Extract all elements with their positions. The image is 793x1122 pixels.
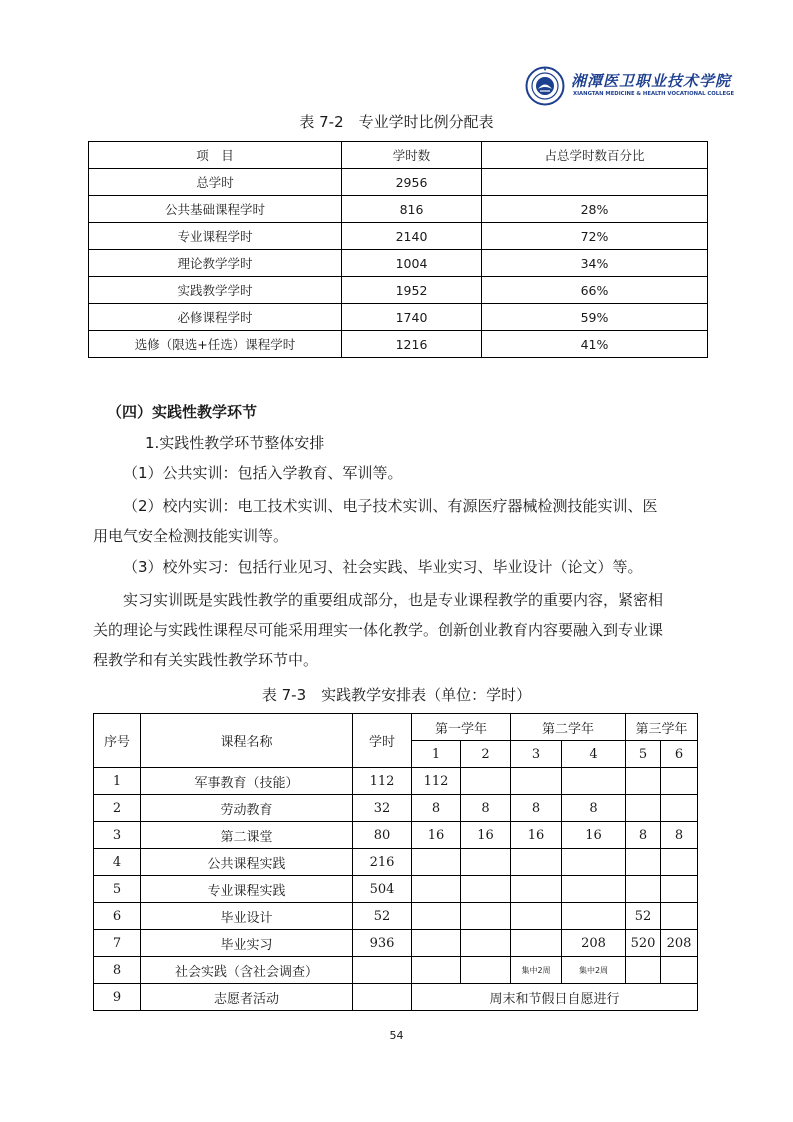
row-term-cell [511,903,562,930]
row-term-cell [412,903,461,930]
header-percentage: 占总学时数百分比 [482,142,708,169]
row-percentage [482,169,708,196]
college-seal-icon [525,66,565,106]
row-term-cell [562,768,626,795]
row-term-cell: 112 [412,768,461,795]
row-term-cell: 8 [562,795,626,822]
logo-english-name: XIANGTAN MEDICINE & HEALTH VOCATIONAL COLLEGE [573,91,735,97]
table-row [89,277,708,304]
row-percentage: 66% [482,277,708,304]
row-term-cell [461,930,511,957]
row-term-cell: 8 [412,795,461,822]
header-item: 项 目 [89,142,342,169]
row-hours: 80 [353,822,412,849]
row-term-cell [626,957,661,984]
row-term-cell: 8 [661,822,698,849]
row-hours: 504 [353,876,412,903]
row-term-cell [626,876,661,903]
row-term-cell: 208 [562,930,626,957]
table-row [89,196,708,223]
row-term-cell [562,876,626,903]
table73-caption: 表 7-3 实践教学安排表（单位：学时） [261,686,532,704]
row-term-cell: 8 [626,822,661,849]
row-term-cell: 52 [626,903,661,930]
row-seq: 9 [94,984,141,1011]
row-hours: 816 [342,196,482,223]
row-label: 公共基础课程学时 [89,196,342,223]
logo-chinese-name: 湘潭医卫职业技术学院 [571,72,732,90]
row-term-cell [562,903,626,930]
table-row [94,957,698,984]
row-term-cell: 16 [412,822,461,849]
row-term-cell [626,795,661,822]
row-label: 专业课程学时 [89,223,342,250]
row-hours: 1952 [342,277,482,304]
table-row [94,984,698,1011]
row-seq: 3 [94,822,141,849]
row-hours: 2956 [342,169,482,196]
table-row [89,223,708,250]
row-seq: 7 [94,930,141,957]
header-term: 6 [661,741,698,768]
row-term-cell: 8 [511,795,562,822]
header-year1: 第一学年 [412,714,511,741]
row-term-cell [562,849,626,876]
row-term-cell [661,768,698,795]
row-course-name: 毕业设计 [141,903,353,930]
table72-caption: 表 7-2 专业学时比例分配表 [299,113,494,131]
practice-schedule-table [93,713,698,1011]
page-number: 54 [389,1029,404,1042]
row-term-cell: 8 [461,795,511,822]
row-term-cell: 520 [626,930,661,957]
hour-ratio-table [88,141,708,358]
header-hours: 学时数 [342,142,482,169]
header-term: 5 [626,741,661,768]
row-term-cell [661,957,698,984]
row-hours: 2140 [342,223,482,250]
row-hours: 936 [353,930,412,957]
table-row [94,930,698,957]
row-percentage: 59% [482,304,708,331]
row-term-cell [626,849,661,876]
table-header-row [89,142,708,169]
row-course-name: 军事教育（技能） [141,768,353,795]
item-campus-training-cont: 用电气安全检测技能实训等。 [93,527,289,545]
row-hours [353,984,412,1011]
row-term-cell: 集中2周 [562,957,626,984]
header-term: 1 [412,741,461,768]
row-percentage: 34% [482,250,708,277]
row-term-cell: 16 [562,822,626,849]
row-course-name: 公共课程实践 [141,849,353,876]
row-percentage: 28% [482,196,708,223]
row-term-cell [661,903,698,930]
row-term-cell [661,795,698,822]
row-term-cell [511,849,562,876]
row-label: 理论教学学时 [89,250,342,277]
row-seq: 5 [94,876,141,903]
row-percentage: 72% [482,223,708,250]
row-label: 总学时 [89,169,342,196]
table-row [89,304,708,331]
item-offcampus-practice: （3）校外实习：包括行业见习、社会实践、毕业实习、毕业设计（论文）等。 [123,558,643,576]
row-term-cell [461,768,511,795]
table-row [94,903,698,930]
item-campus-training: （2）校内实训：电工技术实训、电子技术实训、有源医疗器械检测技能实训、医 [123,497,658,515]
row-course-name: 毕业实习 [141,930,353,957]
header-year2: 第二学年 [511,714,626,741]
header-course-name: 课程名称 [141,714,353,768]
row-term-cell: 集中2周 [511,957,562,984]
table-row [89,169,708,196]
table-row [89,331,708,358]
row-label: 必修课程学时 [89,304,342,331]
row-term-cell [412,849,461,876]
row-seq: 6 [94,903,141,930]
row-term-cell [461,849,511,876]
row-course-name: 第二课堂 [141,822,353,849]
row-term-cell [461,903,511,930]
table-row [94,849,698,876]
header-hours: 学时 [353,714,412,768]
row-hours: 32 [353,795,412,822]
row-label: 实践教学学时 [89,277,342,304]
row-term-cell [661,876,698,903]
row-term-cell [461,876,511,903]
table-row [94,768,698,795]
row-term-cell: 16 [511,822,562,849]
row-term-cell [661,849,698,876]
sub-heading: 1.实践性教学环节整体安排 [145,434,325,452]
row-percentage: 41% [482,331,708,358]
row-course-name: 专业课程实践 [141,876,353,903]
row-merged-note: 周末和节假日自愿进行 [412,984,698,1011]
table-header-row [94,714,698,741]
row-hours: 112 [353,768,412,795]
row-term-cell: 208 [661,930,698,957]
row-term-cell [412,930,461,957]
row-course-name: 社会实践（含社会调查） [141,957,353,984]
row-term-cell [461,957,511,984]
table-row [94,795,698,822]
row-term-cell: 16 [461,822,511,849]
table-row [89,250,708,277]
row-term-cell [412,876,461,903]
row-course-name: 志愿者活动 [141,984,353,1011]
row-seq: 8 [94,957,141,984]
row-term-cell [511,876,562,903]
paragraph-line: 程教学和有关实践性教学环节中。 [93,651,319,669]
row-hours: 52 [353,903,412,930]
row-seq: 2 [94,795,141,822]
table-row [94,822,698,849]
row-hours: 1004 [342,250,482,277]
header-term: 2 [461,741,511,768]
row-term-cell [511,930,562,957]
row-term-cell [511,768,562,795]
row-term-cell [412,957,461,984]
row-seq: 1 [94,768,141,795]
header-year3: 第三学年 [626,714,698,741]
section-heading: （四）实践性教学环节 [107,403,258,421]
row-hours [353,957,412,984]
paragraph-line: 关的理论与实践性课程尽可能采用理实一体化教学。创新创业教育内容要融入到专业课 [93,621,664,639]
college-logo [525,66,735,108]
table-row [94,876,698,903]
header-term: 3 [511,741,562,768]
row-hours: 1216 [342,331,482,358]
item-public-training: （1）公共实训：包括入学教育、军训等。 [123,464,403,482]
header-seq: 序号 [94,714,141,768]
row-hours: 1740 [342,304,482,331]
row-course-name: 劳动教育 [141,795,353,822]
paragraph-line: 实习实训既是实践性教学的重要组成部分，也是专业课程教学的重要内容，紧密相 [123,591,664,609]
row-term-cell [626,768,661,795]
row-label: 选修（限选+任选）课程学时 [89,331,342,358]
row-seq: 4 [94,849,141,876]
header-term: 4 [562,741,626,768]
row-hours: 216 [353,849,412,876]
